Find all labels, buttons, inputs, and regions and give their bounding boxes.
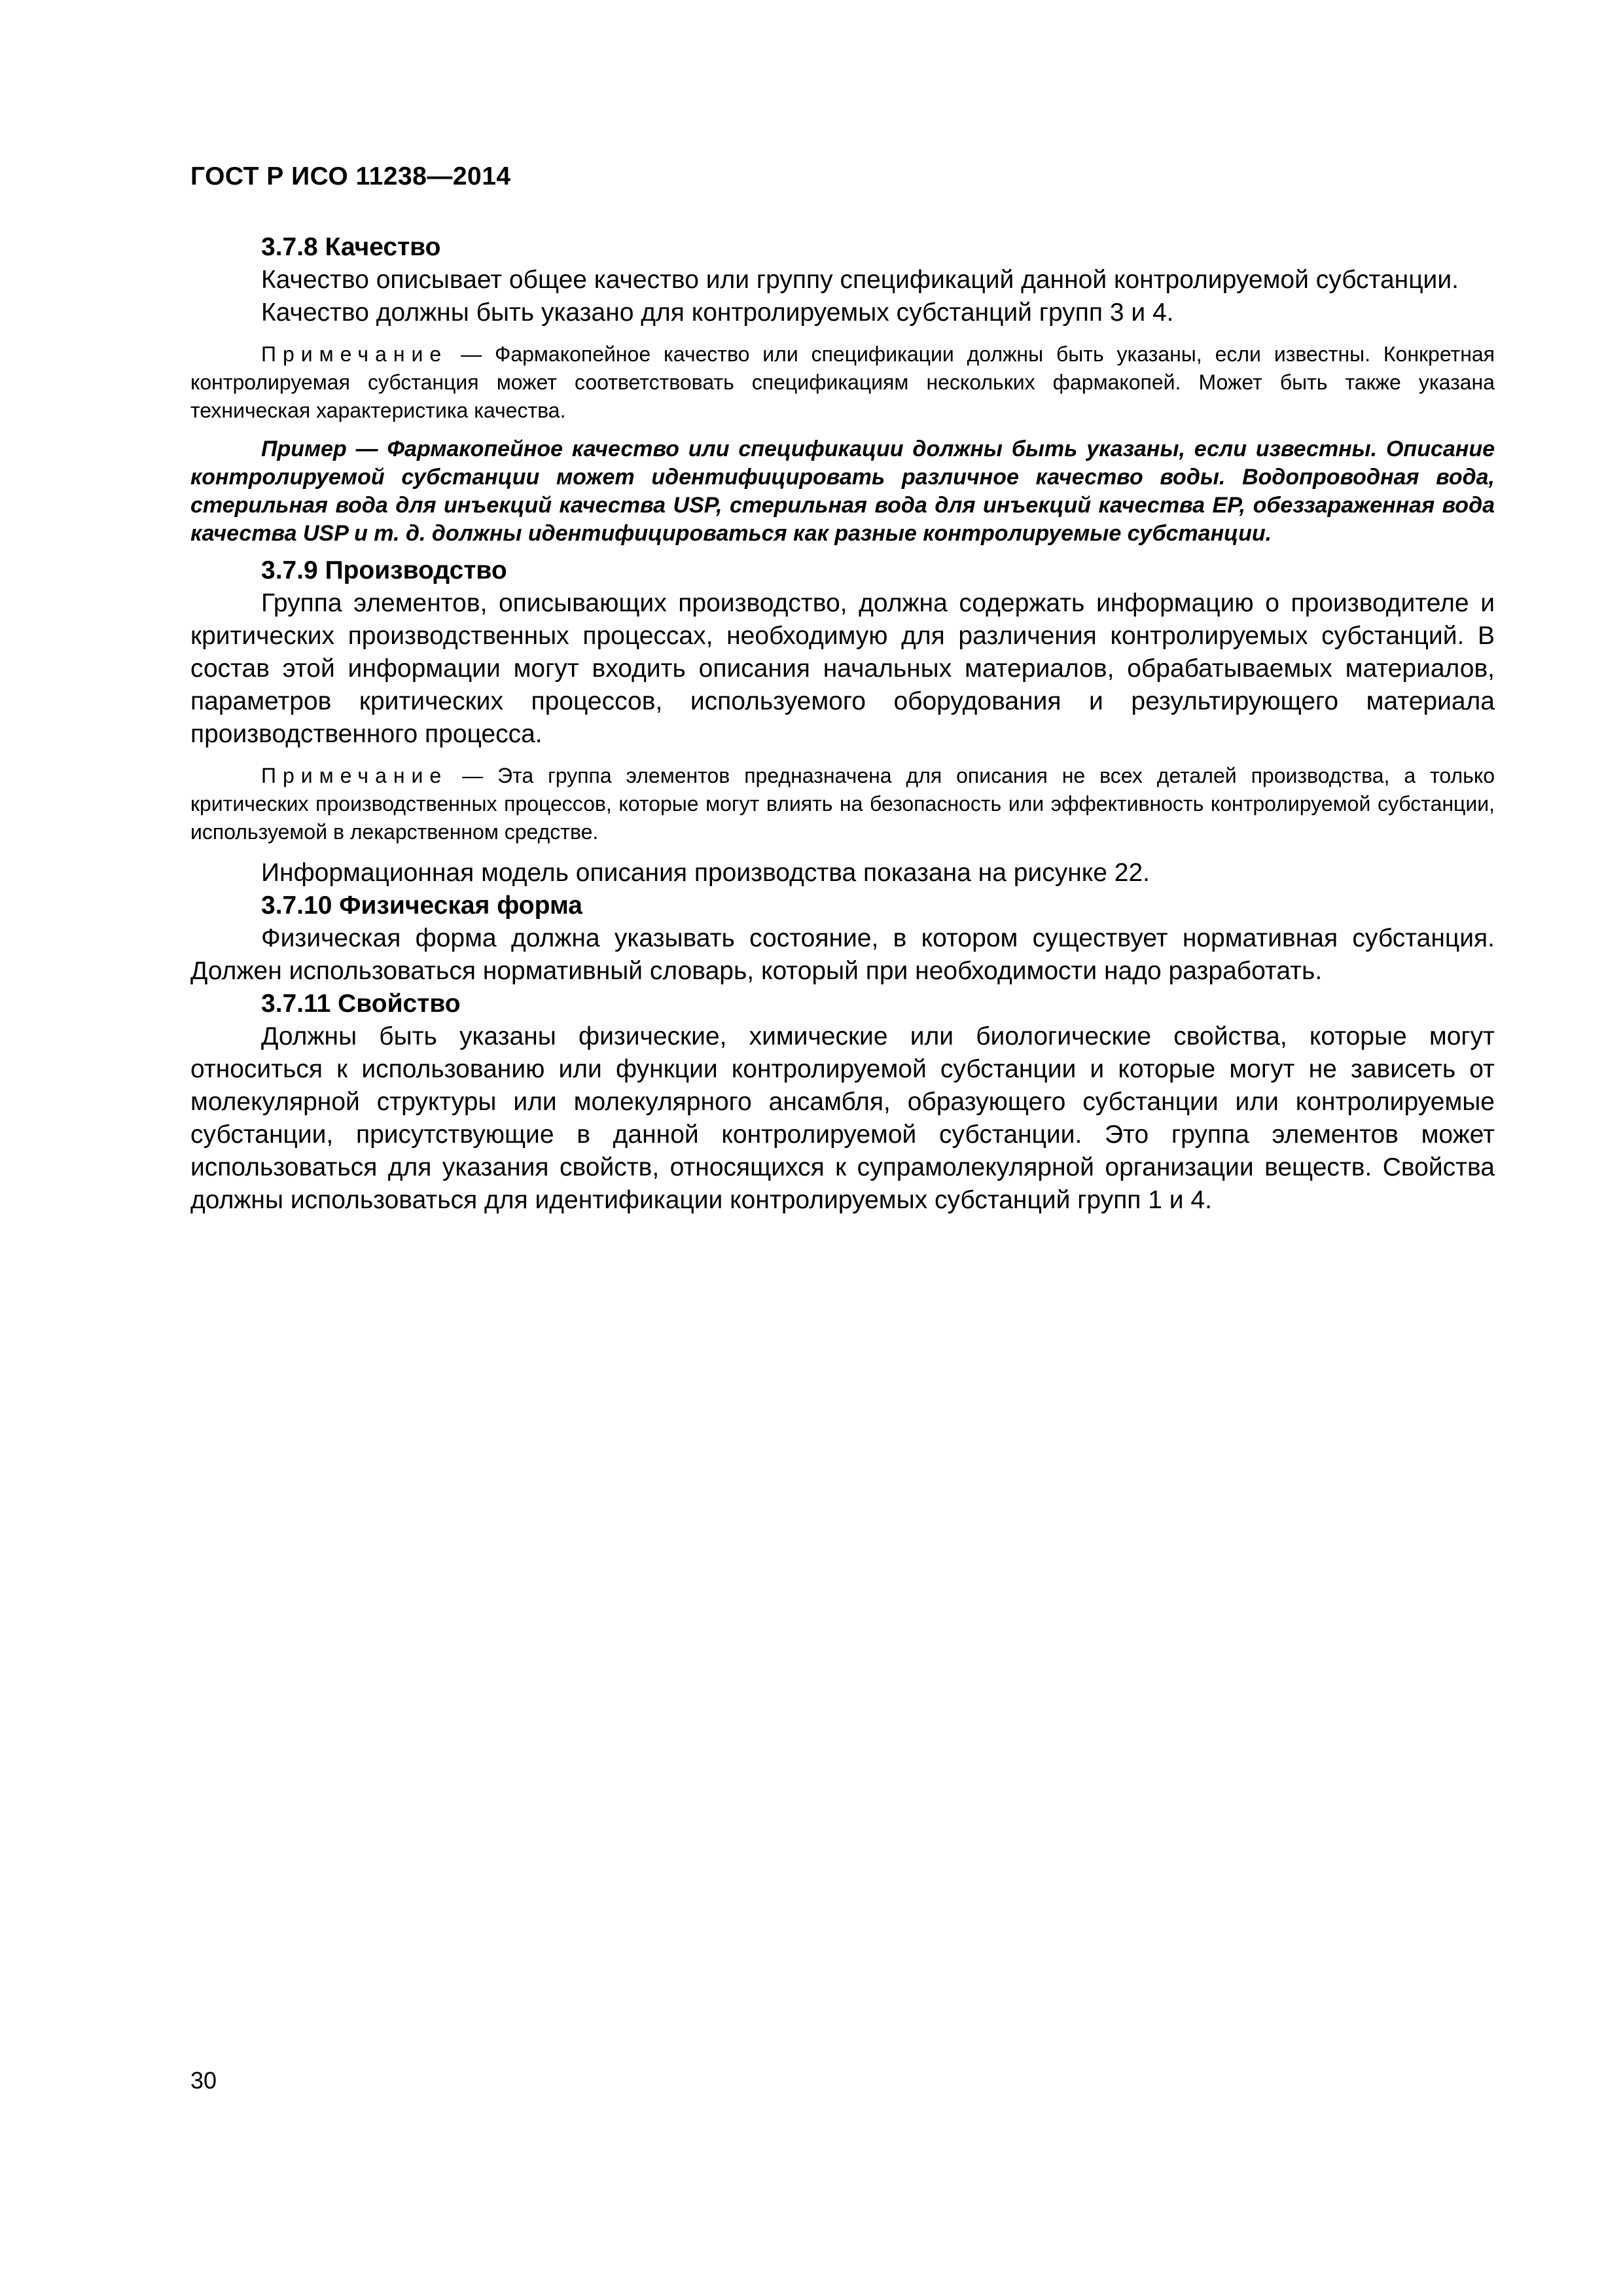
- paragraph: Качество должны быть указано для контролируемых субстанций групп 3 и 4.: [261, 298, 1174, 327]
- note-label: Примечание: [261, 764, 448, 787]
- page-number: 30: [190, 2067, 217, 2094]
- section-quality: [190, 231, 1495, 548]
- paragraph: Информационная модель описания производства показана на рисунке 22.: [261, 859, 1150, 887]
- paragraph: Качество описывает общее качество или группу спецификаций данной контролируемой субстанции.: [261, 266, 1459, 294]
- note-text: — Фармакопейное качество или спецификации должны быть указаны, если известны. Конкретная контролируемая субстанция может соответствовать спецификациям нескольких фармакопей. Может быть также указана техническая характеристика качества.: [190, 342, 1495, 422]
- section-property: [190, 988, 1495, 1217]
- paragraph: Физическая форма должна указывать состояние, в котором существует нормативная субстанция. Должен использоваться нормативный словарь, который при необходимости надо разработать.: [190, 924, 1495, 985]
- document-header: ГОСТ Р ИСО 11238—2014: [190, 162, 511, 190]
- section-heading: 3.7.8 Качество: [261, 233, 441, 261]
- section-physical-form: [190, 889, 1495, 988]
- paragraph: Должны быть указаны физические, химические или биологические свойства, которые могут относиться к использованию или функции контролируемой субстанции и которые могут не зависеть от молекулярной структуры или молекулярного ансамбля, образующего субстанции или контролируемые субстанции, присутствующие в данной контролируемой субстанции. Это группа элементов может использоваться для указания свойств, относящихся к супрамолекулярной организации веществ. Свойства должны использоваться для идентификации контролируемых субстанций групп 1 и 4.: [190, 1022, 1495, 1214]
- note: [190, 340, 1495, 425]
- section-heading: 3.7.9 Производство: [261, 556, 507, 584]
- note: [190, 762, 1495, 846]
- example: Пример — Фармакопейное качество или спецификации должны быть указаны, если известны. Описание контролируемой субстанции может идентифицировать различное качество воды. Водопроводная вода, стерильная вода для инъекций качества USP, стерильная вода для инъекций качества ЕР, обеззараженная вода качества USP и т. д. должны идентифицироваться как разные контролируемые субстанции.: [190, 437, 1495, 546]
- note-label: Примечание: [261, 342, 448, 366]
- section-heading: 3.7.11 Свойство: [261, 990, 461, 1018]
- paragraph: Группа элементов, описывающих производство, должна содержать информацию о производителе и критических производственных процессах, необходимую для различения контролируемых субстанций. В состав этой информации могут входить описания начальных материалов, обрабатываемых материалов, параметров критических процессов, используемого оборудования и результирующего материала производственного процесса.: [190, 589, 1495, 748]
- note-text: — Эта группа элементов предназначена для описания не всех деталей производства, а только критических производственных процессов, которые могут влиять на безопасность или эффективность контролируемой субстанции, используемой в лекарственном средстве.: [190, 764, 1495, 844]
- document-body: [190, 231, 1495, 1217]
- section-production: [190, 554, 1495, 889]
- section-heading: 3.7.10 Физическая форма: [261, 891, 582, 920]
